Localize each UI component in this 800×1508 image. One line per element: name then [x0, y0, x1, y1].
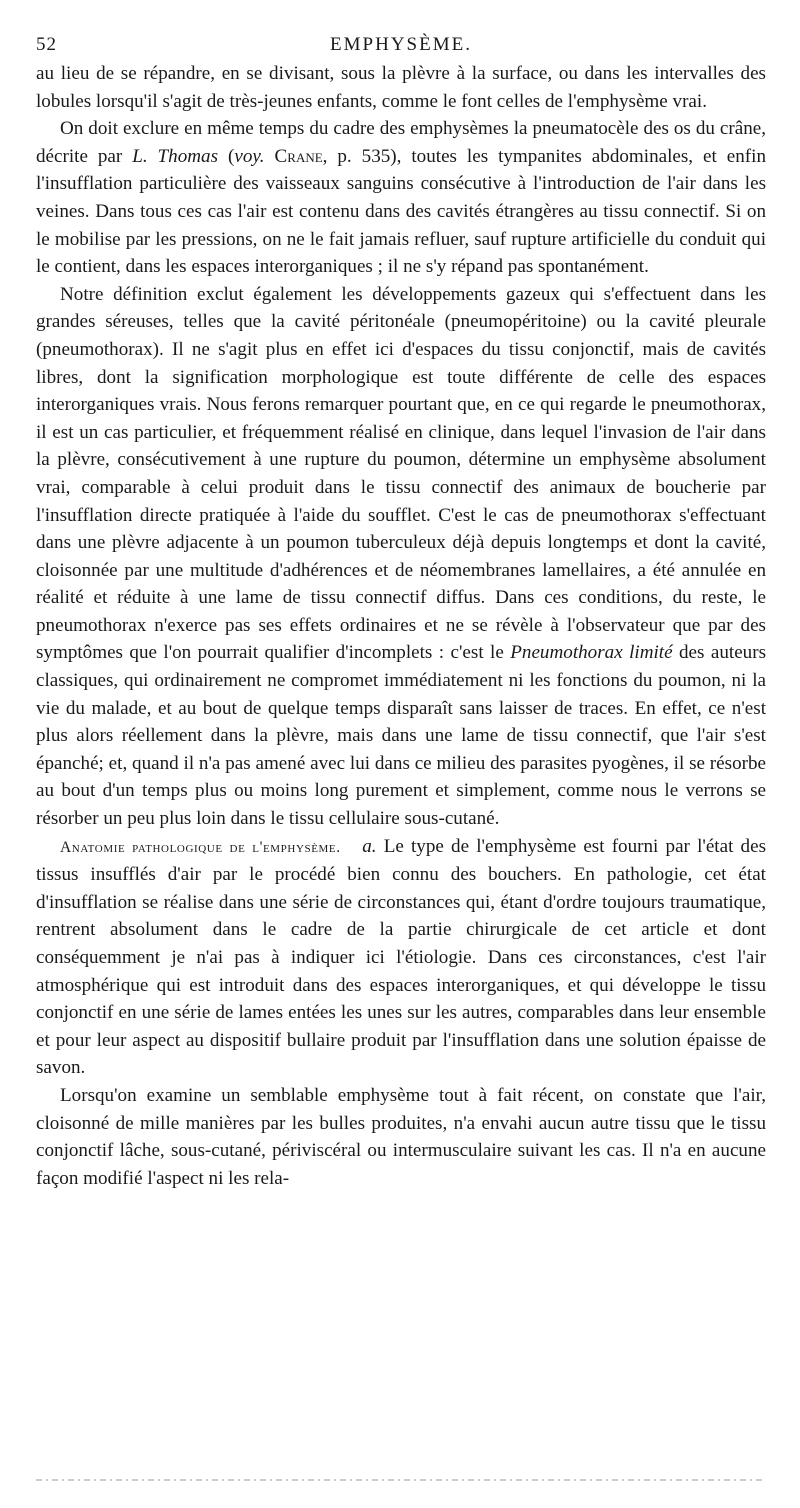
running-title: EMPHYSÈME. — [330, 34, 472, 55]
paragraph-anatomy — [36, 833, 766, 1082]
paragraph-text: Notre définition exclut également les développements gazeux qui s'effectuent dans les grandes séreuses, telles que la cavité péritonéale (pneumopéritoine) ou la cavité pleurale (pneumothorax). Il ne s'agit plus en effet ici d'espaces du tissu conjonctif, mais de cavités libres, dont la signification morphologique est toute différente de celle des espaces interorganiques vrais. Nous ferons remarquer pourtant que, en ce qui regarde le pneumothorax, il est un cas particulier, et fréquemment réalisé en clinique, dans lequel l'invasion de l'air dans la plèvre, consécutivement à une rupture du poumon, détermine un emphysème absolument vrai, comparable à celui produit dans le tissu connectif des animaux de boucherie par l'insufflation directe pratiquée à l'aide du soufflet. C'est le cas de pneumothorax s'effectuant dans une plèvre adjacente à un poumon tuberculeux déjà depuis longtemps et dont la cavité, cloisonnée par une multitude d'adhérences et de néomembranes lamellaires, a été annulée en réalité et réduite à une lame de tissu connectif diffus. Dans ces conditions, du reste, le pneumothorax n'exerce pas ses effets ordinaires et ne se révèle à l'observateur que par des symptômes que l'on pourrait qualifier d'incomplets : c'est le — [36, 283, 766, 664]
paragraph-examination — [36, 1082, 766, 1192]
author-name: L. Thomas — [132, 145, 219, 167]
footer-rule — [36, 1476, 766, 1484]
paren-open: ( — [218, 145, 235, 167]
paragraph-text: au lieu de se répandre, en se divisant, sous la plèvre à la surface, ou dans les intervalles des lobules lorsqu'il s'agit de très-jeunes enfants, comme le font celles de l'emphysème vrai. — [36, 63, 766, 112]
body-text — [36, 60, 766, 1192]
running-head — [36, 30, 766, 60]
cross-reference: Crane — [274, 145, 323, 167]
section-marker: a. — [362, 835, 377, 857]
paragraph-text: , p. 535), toutes les tympanites abdominales, et enfin l'insufflation particulière des vaisseaux sanguins consécutive à l'introduction de l'air dans les veines. Dans tous ces cas l'air est contenu dans des cavités étrangères au tissu connectif. Si on le mobilise par les pressions, on ne le fait jamais refluer, sauf rupture artificielle du conduit qui le contient, dans les espaces interorganiques ; il ne s'y répand pas spontanément. — [36, 145, 766, 278]
paragraph-text: Le type de l'emphysème est fourni par l'état des tissus insufflés d'air par le procédé bien connu des bouchers. En pathologie, cet état d'insufflation se réalise dans une série de circonstances qui, étant d'ordre toujours traumatique, rentrent absolument dans le cadre de la partie chirurgicale de cet article et dont conséquemment je n'ai pas à indiquer ici l'étiologie. Dans ces circonstances, c'est l'air atmosphérique qui est introduit dans des espaces interorganiques, et qui développe le tissu conjonctif en une série de lames entées les unes sur les autres, comparables dans leur ensemble et pour leur aspect au dispositif bullaire produit par l'insufflation dans une solution épaisse de savon. — [36, 835, 766, 1079]
paragraph-continuation — [36, 60, 766, 115]
paragraph-text: Lorsqu'on examine un semblable emphysème tout à fait récent, on constate que l'air, cloisonné de mille manières par les bulles produites, n'a envahi aucun autre tissu que le tissu conjonctif lâche, sous-cutané, périviscéral ou intermusculaire suivant les cas. Il n'a en aucune façon modifié l'aspect ni les rela- — [36, 1084, 766, 1189]
paragraph-exclusions — [36, 115, 766, 281]
section-heading: Anatomie pathologique de l'emphysème. — [60, 838, 341, 856]
voy-abbreviation: voy. — [234, 145, 265, 167]
space — [265, 146, 275, 167]
page-number: 52 — [36, 34, 57, 55]
paragraph-text: des auteurs classiques, qui ordinairement ne compromet immédiatement ni les fonctions du poumon, ni la vie du malade, et au bout de quelque temps disparaît sans laisser de traces. En effet, ce n'est plus alors réellement dans la plèvre, mais dans une lame de tissu connectif, que l'air s'est épanché; et, quand il n'a pas amené avec lui dans ce milieu des parasites pyogènes, il se résorbe au bout d'un temps plus ou moins long purement et simplement, comme nous le verrons se résorber un peu plus loin dans le tissu cellulaire sous-cutané. — [36, 642, 767, 830]
book-page — [36, 30, 766, 1192]
italic-term: Pneumothorax limité — [510, 642, 673, 664]
paragraph-text: On doit exclure en même temps du cadre des emphysèmes la pneumatocèle des os du crâne, décrite par — [36, 118, 766, 167]
paragraph-definition — [36, 281, 766, 833]
